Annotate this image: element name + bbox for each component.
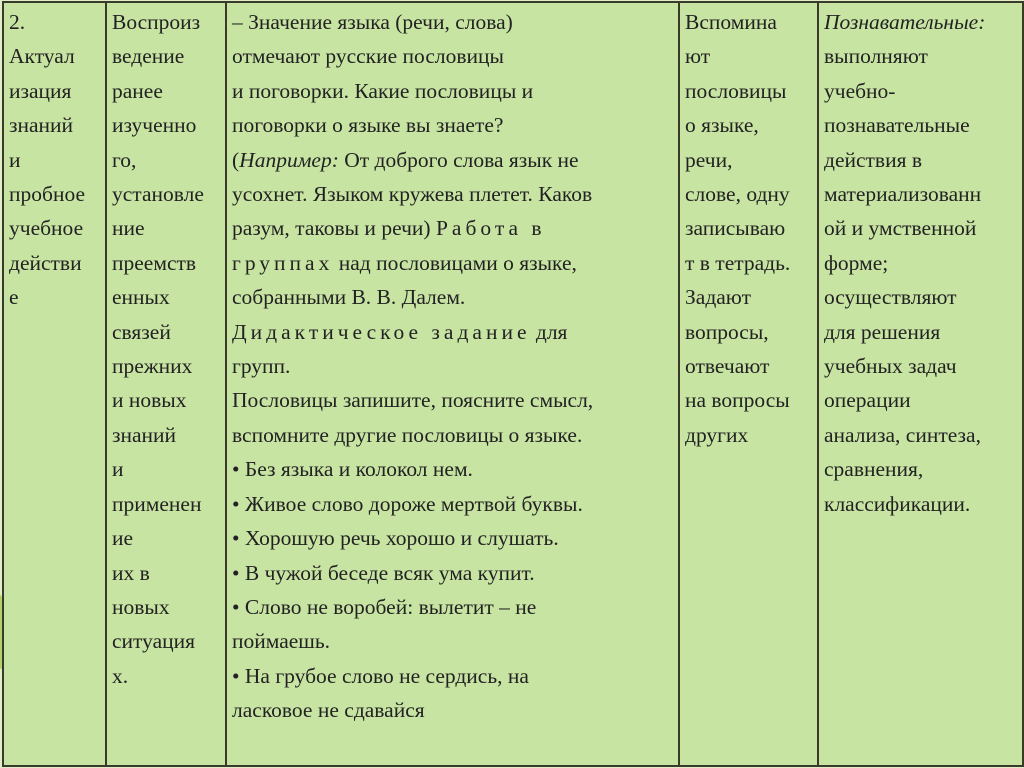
teacher-line: вспомните другие пословицы о языке. <box>232 422 583 447</box>
students-line: Вспомина <box>685 10 777 34</box>
teacher-line: поговорки о языке вы знаете? <box>232 113 504 138</box>
uud-line: учебных задач <box>824 354 957 379</box>
uud-heading: Познавательные: <box>824 10 986 34</box>
proverb-item: • Без языка и колокол нем. <box>232 457 473 482</box>
teacher-line: групп. <box>232 354 291 379</box>
stage-line: действи <box>9 250 82 275</box>
goal-line: ние <box>112 216 145 241</box>
didactic-task-label: Дидактическое задание <box>232 319 531 344</box>
proverb-item: поймаешь. <box>232 629 331 654</box>
teacher-line <box>232 315 674 349</box>
proverb-item: • Слово не воробей: вылетит – не <box>232 594 537 619</box>
uud-line: учебно- <box>824 78 896 103</box>
goal-line: прежних <box>112 354 193 379</box>
students-line: о языке, <box>685 113 759 138</box>
groups-label: группах <box>232 250 334 275</box>
stage-line: учебное <box>9 216 84 241</box>
goal-line: ведение <box>112 44 185 69</box>
teacher-line: усохнет. Языком кружева плетет. Каков <box>232 182 593 207</box>
uud-line: для решения <box>824 319 941 344</box>
goal-line: и новых <box>112 388 187 413</box>
students-line: Задают <box>685 285 751 310</box>
teacher-text: над пословицами о языке, <box>333 250 577 275</box>
students-line: ют <box>685 44 711 69</box>
goal-line: новых <box>112 594 170 619</box>
students-line: т в тетрадь. <box>685 250 791 275</box>
table-row <box>3 2 1023 766</box>
students-line: пословицы <box>685 78 787 103</box>
uud-line: анализа, синтеза, <box>824 422 981 447</box>
proverb-item: • Живое слово дороже мертвой буквы. <box>232 491 583 516</box>
goal-line: ранее <box>112 78 163 103</box>
stage-line: Актуал <box>9 44 75 69</box>
teacher-line: Пословицы запишите, поясните смысл, <box>232 388 594 413</box>
teacher-text: для <box>530 319 568 344</box>
uud-line: операции <box>824 388 911 413</box>
students-line: вопросы, <box>685 319 769 344</box>
teacher-activity-cell <box>226 2 679 766</box>
goal-line: Воспроиз <box>112 10 201 34</box>
uud-line: классификации. <box>824 491 971 516</box>
students-line: отвечают <box>685 354 770 379</box>
teacher-line <box>232 211 674 245</box>
teacher-line: – Значение языка (речи, слова) <box>232 10 513 34</box>
paren-open: ( <box>232 147 240 172</box>
teacher-line: и поговорки. Какие пословицы и <box>232 78 534 103</box>
stage-line: 2. <box>9 10 26 34</box>
proverb-item: • Хорошую речь хорошо и слушать. <box>232 526 559 551</box>
students-line: других <box>685 422 749 447</box>
students-activity-cell <box>679 2 818 766</box>
uud-line: ой и умственной <box>824 216 977 241</box>
teacher-line: собранными В. В. Далем. <box>232 285 466 310</box>
teacher-line <box>232 246 674 280</box>
teacher-line <box>232 143 674 177</box>
uud-line: познавательные <box>824 113 970 138</box>
proverb-item: • На грубое слово не сердись, на <box>232 663 529 688</box>
goal-line: преемств <box>112 250 197 275</box>
goal-line: х. <box>112 663 129 688</box>
proverb-item: ласковое не сдавайся <box>232 698 425 723</box>
group-work-label: Работа в <box>435 216 546 241</box>
uud-line: осуществляют <box>824 285 957 310</box>
students-line: слове, одну <box>685 182 790 207</box>
proverb-item: • В чужой беседе всяк ума купит. <box>232 560 535 585</box>
teacher-line: отмечают русские пословицы <box>232 44 504 69</box>
goal-line: и <box>112 457 124 482</box>
stage-line: пробное <box>9 182 86 207</box>
example-label: Например: <box>239 147 339 172</box>
goal-line: их в <box>112 560 150 585</box>
uud-line: форме; <box>824 250 889 275</box>
stage-line: знаний <box>9 113 74 138</box>
students-line: записываю <box>685 216 786 241</box>
uud-line: материализованн <box>824 182 982 207</box>
goal-line: енных <box>112 285 170 310</box>
goal-line: знаний <box>112 422 177 447</box>
goal-line: ие <box>112 526 134 551</box>
goal-line: связей <box>112 319 171 344</box>
goal-line: изученно <box>112 113 197 138</box>
goal-line: ситуация <box>112 629 196 654</box>
stage-cell <box>3 2 106 766</box>
students-line: на вопросы <box>685 388 790 413</box>
goal-line: установле <box>112 182 204 207</box>
goal-line: применен <box>112 491 202 516</box>
uud-line: сравнения, <box>824 457 924 482</box>
uud-cell <box>818 2 1023 766</box>
example-text: От доброго слова язык не <box>338 147 579 172</box>
stage-line: е <box>9 285 19 310</box>
goal-cell <box>106 2 226 766</box>
uud-line: действия в <box>824 147 922 172</box>
stage-line: и <box>9 147 21 172</box>
uud-line: выполняют <box>824 44 928 69</box>
stage-line: изация <box>9 78 72 103</box>
goal-line: го, <box>112 147 137 172</box>
teacher-text: разум, таковы и речи) <box>232 216 436 241</box>
students-line: речи, <box>685 147 733 172</box>
lesson-plan-table <box>2 1 1024 767</box>
